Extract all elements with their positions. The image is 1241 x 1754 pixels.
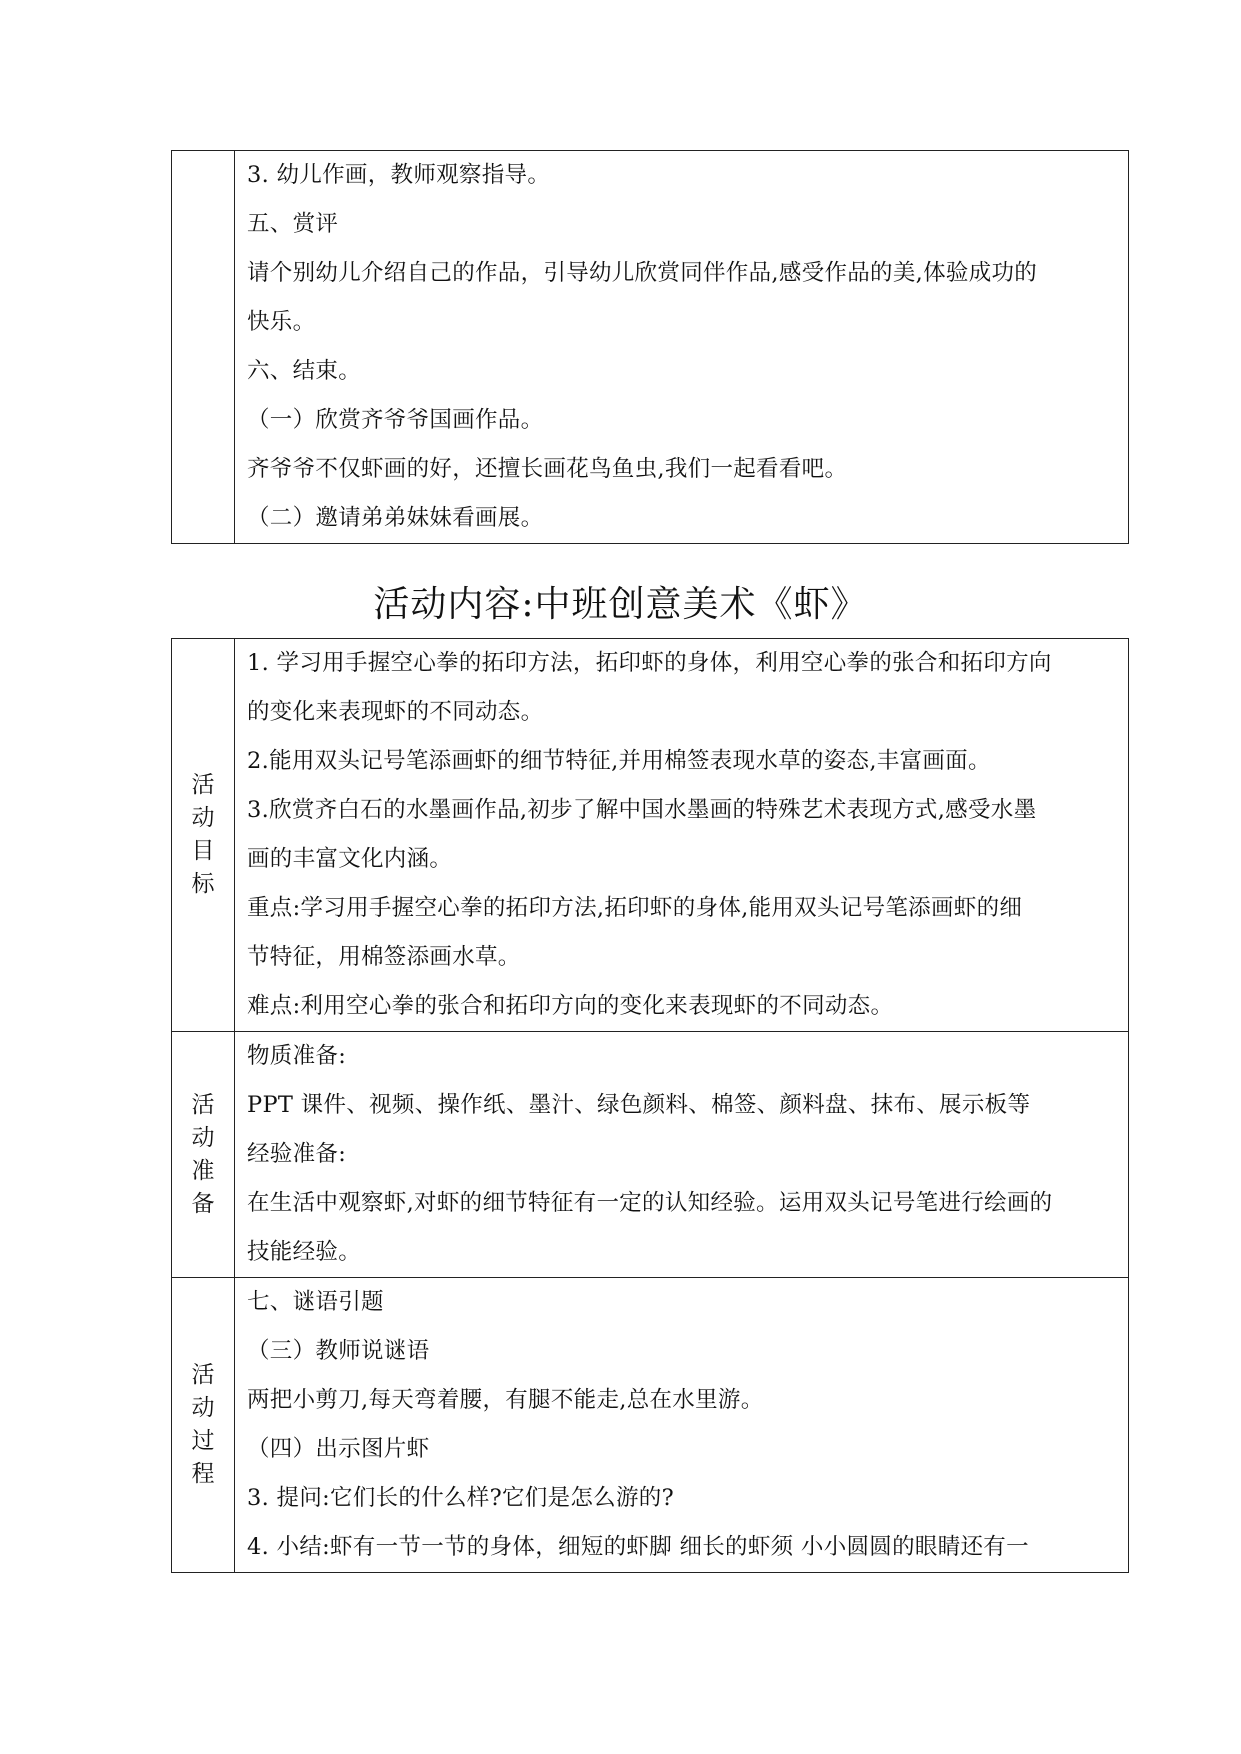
text-line: 3. 幼儿作画，教师观察指导。 bbox=[247, 162, 551, 188]
process-label: 活动过程 bbox=[191, 1362, 215, 1487]
text-line: 2.能用双头记号笔添画虾的细节特征,并用棉签表现水草的姿态,丰富画面。 bbox=[247, 748, 991, 774]
goals-label-cell bbox=[172, 639, 235, 1032]
process-content-cell bbox=[235, 1278, 1129, 1573]
text-line: 快乐。 bbox=[247, 309, 316, 335]
preparation-row bbox=[172, 1032, 1129, 1278]
section-heading: 七、谜语引题 bbox=[247, 1289, 384, 1315]
text-line: （三）教师说谜语 bbox=[247, 1338, 430, 1364]
text-line: （四）出示图片虾 bbox=[247, 1436, 430, 1462]
text-line: 的变化来表现虾的不同动态。 bbox=[247, 699, 544, 725]
page-title: 活动内容:中班创意美术《虾》 bbox=[373, 584, 868, 625]
text-line: 4. 小结:虾有一节一节的身体，细短的虾脚 细长的虾须 小小圆圆的眼睛还有一 bbox=[247, 1534, 1029, 1560]
continuation-row bbox=[172, 151, 1129, 544]
text-line: 画的丰富文化内涵。 bbox=[247, 846, 453, 872]
process-label-cell bbox=[172, 1278, 235, 1573]
process-row bbox=[172, 1278, 1129, 1573]
activity-table bbox=[171, 638, 1129, 1573]
text-line: 在生活中观察虾,对虾的细节特征有一定的认知经验。运用双头记号笔进行绘画的 bbox=[247, 1190, 1053, 1216]
text-line: 1. 学习用手握空心拳的拓印方法，拓印虾的身体，利用空心拳的张合和拓印方向 bbox=[247, 650, 1052, 676]
continuation-table bbox=[171, 150, 1129, 544]
goals-label: 活动目标 bbox=[191, 772, 215, 897]
continuation-label-cell bbox=[172, 151, 235, 544]
continuation-content-cell bbox=[235, 151, 1129, 544]
text-line: 3.欣赏齐白石的水墨画作品,初步了解中国水墨画的特殊艺术表现方式,感受水墨 bbox=[247, 797, 1037, 823]
text-line: PPT 课件、视频、操作纸、墨汁、绿色颜料、棉签、颜料盘、抹布、展示板等 bbox=[247, 1092, 1031, 1118]
preparation-label: 活动准备 bbox=[191, 1091, 215, 1217]
goals-row bbox=[172, 639, 1129, 1032]
text-line: 经验准备: bbox=[247, 1141, 347, 1167]
text-line: 节特征，用棉签添画水草。 bbox=[247, 944, 521, 970]
section-heading: 五、赏评 bbox=[247, 211, 339, 237]
text-line: （二）邀请弟弟妹妹看画展。 bbox=[247, 505, 544, 531]
preparation-content-cell bbox=[235, 1032, 1129, 1278]
text-line: 齐爷爷不仅虾画的好，还擅长画花鸟鱼虫,我们一起看看吧。 bbox=[247, 456, 848, 482]
text-line: 3. 提问:它们长的什么样?它们是怎么游的? bbox=[247, 1485, 674, 1511]
text-line: 两把小剪刀,每天弯着腰，有腿不能走,总在水里游。 bbox=[247, 1387, 764, 1413]
preparation-label-cell bbox=[172, 1032, 235, 1278]
goals-content-cell bbox=[235, 639, 1129, 1032]
text-line: 请个别幼儿介绍自己的作品，引导幼儿欣赏同伴作品,感受作品的美,体验成功的 bbox=[247, 260, 1038, 286]
text-line: （一）欣赏齐爷爷国画作品。 bbox=[247, 407, 544, 433]
text-line: 难点:利用空心拳的张合和拓印方向的变化来表现虾的不同动态。 bbox=[247, 993, 894, 1019]
text-line: 物质准备: bbox=[247, 1043, 347, 1069]
text-line: 重点:学习用手握空心拳的拓印方法,拓印虾的身体,能用双头记号笔添画虾的细 bbox=[247, 895, 1023, 921]
text-line: 技能经验。 bbox=[247, 1239, 362, 1265]
section-heading: 六、结束。 bbox=[247, 358, 362, 384]
